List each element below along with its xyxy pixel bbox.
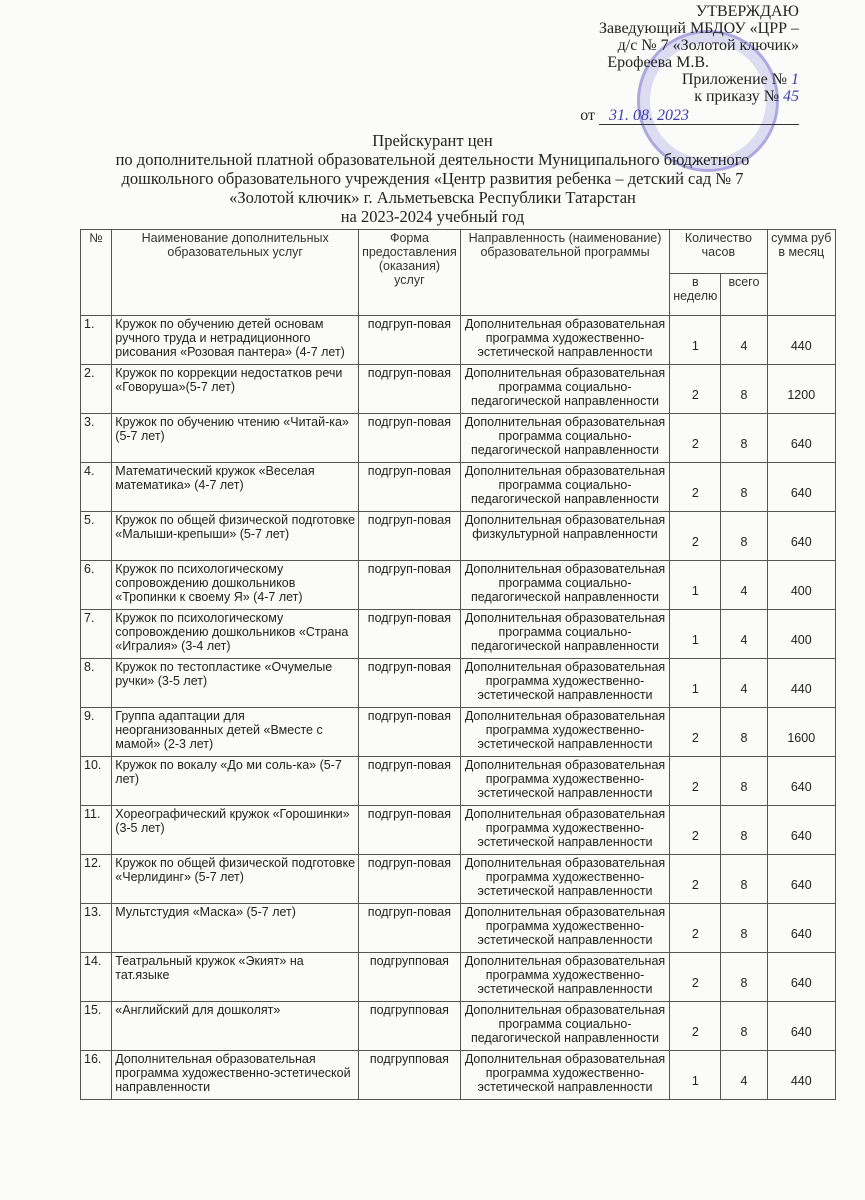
monthly-price: 1200 [767,365,835,414]
hours-per-week: 2 [670,463,721,512]
hours-total: 8 [721,365,767,414]
hours-total: 8 [721,414,767,463]
service-form: подгруп-повая [359,365,461,414]
row-number: 13. [81,904,112,953]
header-num: № [81,230,112,316]
approval-block [580,3,799,125]
row-number: 2. [81,365,112,414]
row-number: 15. [81,1002,112,1051]
hours-total: 4 [721,561,767,610]
service-name: Кружок по тестопластике «Очумелые ручки» (3-5 лет) [112,659,359,708]
service-form: подгруп-повая [359,414,461,463]
hours-per-week: 2 [670,365,721,414]
monthly-price: 640 [767,953,835,1002]
service-name: Кружок по обучению чтению «Читай-ка» (5-7 лет) [112,414,359,463]
appendix-number: 1 [791,71,799,88]
service-name: Кружок по обучению детей основам ручного труда и нетрадиционного рисования «Розовая пантера» (4-7 лет) [112,316,359,365]
service-form: подгруп-повая [359,757,461,806]
table-row [81,512,836,561]
service-form: подгруп-повая [359,659,461,708]
appendix-line [580,71,799,88]
service-name: Кружок по вокалу «До ми соль-ка» (5-7 лет) [112,757,359,806]
approval-date: 31. 08. 2023 [599,107,799,125]
monthly-price: 1600 [767,708,835,757]
table-row [81,855,836,904]
table-row [81,561,836,610]
hours-per-week: 2 [670,757,721,806]
service-name: Группа адаптации для неорганизованных детей «Вместе с мамой» (2-3 лет) [112,708,359,757]
table-row [81,806,836,855]
approval-org: д/с № 7 «Золотой ключик» [617,37,799,54]
hours-per-week: 2 [670,512,721,561]
service-name: Кружок по психологическому сопровождению дошкольников «Страна «Игралия» (3-4 лет) [112,610,359,659]
header-week: в неделю [670,274,721,316]
hours-per-week: 2 [670,855,721,904]
program-direction: Дополнительная образовательная программа социально-педагогической направленности [460,414,670,463]
service-name: Мультстудия «Маска» (5-7 лет) [112,904,359,953]
service-form: подгруп-повая [359,855,461,904]
hours-total: 8 [721,904,767,953]
row-number: 14. [81,953,112,1002]
header-form: Форма предоставления (оказания) услуг [359,230,461,316]
title-line: дошкольного образовательного учреждения «Центр развития ребенка – детский сад № 7 [121,169,744,188]
hours-per-week: 1 [670,1051,721,1100]
order-line [580,88,799,105]
service-form: подгруп-повая [359,708,461,757]
price-table [80,229,836,1100]
row-number: 16. [81,1051,112,1100]
title-line: Прейскурант цен [372,131,493,150]
program-direction: Дополнительная образовательная программа художественно-эстетической направленности [460,708,670,757]
hours-total: 4 [721,316,767,365]
program-direction: Дополнительная образовательная программа художественно-эстетической направленности [460,953,670,1002]
hours-total: 8 [721,855,767,904]
row-number: 12. [81,855,112,904]
table-row [81,953,836,1002]
monthly-price: 640 [767,904,835,953]
service-name: Театральный кружок «Экият» на тат.языке [112,953,359,1002]
hours-per-week: 2 [670,953,721,1002]
row-number: 3. [81,414,112,463]
document-title [0,131,865,226]
monthly-price: 440 [767,316,835,365]
program-direction: Дополнительная образовательная программа социально-педагогической направленности [460,1002,670,1051]
hours-total: 4 [721,1051,767,1100]
hours-per-week: 1 [670,316,721,365]
service-form: подгруп-повая [359,512,461,561]
program-direction: Дополнительная образовательная программа художественно-эстетической направленности [460,855,670,904]
table-row [81,463,836,512]
table-row [81,610,836,659]
service-name: Кружок по психологическому сопровождению дошкольников «Тропинки к своему Я» (4-7 лет) [112,561,359,610]
title-line: на 2023-2024 учебный год [340,207,525,226]
program-direction: Дополнительная образовательная программа художественно-эстетической направленности [460,1051,670,1100]
service-name: Кружок по коррекции недостатков речи «Говоруша»(5-7 лет) [112,365,359,414]
program-direction: Дополнительная образовательная программа социально-педагогической направленности [460,561,670,610]
service-form: подгрупповая [359,953,461,1002]
monthly-price: 400 [767,561,835,610]
header-hours: Количество часов [670,230,767,274]
monthly-price: 640 [767,414,835,463]
row-number: 11. [81,806,112,855]
service-name: «Английский для дошколят» [112,1002,359,1051]
service-form: подгруп-повая [359,561,461,610]
header-sum: сумма руб в месяц [767,230,835,316]
header-name: Наименование дополнительных образовательных услуг [112,230,359,316]
approval-signer: Ерофеева М.В. [607,54,709,71]
program-direction: Дополнительная образовательная программа художественно-эстетической направленности [460,757,670,806]
hours-per-week: 2 [670,806,721,855]
monthly-price: 640 [767,855,835,904]
row-number: 9. [81,708,112,757]
table-row [81,757,836,806]
service-form: подгруп-повая [359,316,461,365]
hours-total: 8 [721,757,767,806]
service-form: подгрупповая [359,1051,461,1100]
program-direction: Дополнительная образовательная физкультурной направленности [460,512,670,561]
order-label: к приказу № [694,88,779,105]
program-direction: Дополнительная образовательная программа художественно-эстетической направленности [460,316,670,365]
service-name: Математический кружок «Веселая математика» (4-7 лет) [112,463,359,512]
service-name: Дополнительная образовательная программа художественно-эстетической направленности [112,1051,359,1100]
hours-total: 8 [721,708,767,757]
row-number: 6. [81,561,112,610]
date-label: от [580,107,595,124]
row-number: 1. [81,316,112,365]
service-form: подгрупповая [359,1002,461,1051]
table-row [81,1002,836,1051]
program-direction: Дополнительная образовательная программа художественно-эстетической направленности [460,806,670,855]
monthly-price: 440 [767,1051,835,1100]
monthly-price: 640 [767,1002,835,1051]
hours-per-week: 1 [670,659,721,708]
hours-total: 8 [721,953,767,1002]
hours-total: 4 [721,659,767,708]
table-row [81,904,836,953]
date-line [580,107,799,125]
header-total: всего [721,274,767,316]
table-row [81,316,836,365]
appendix-label: Приложение № [681,71,787,88]
table-row [81,1051,836,1100]
service-form: подгруп-повая [359,806,461,855]
hours-total: 8 [721,512,767,561]
approval-heading: УТВЕРЖДАЮ [695,3,799,20]
hours-per-week: 2 [670,708,721,757]
row-number: 5. [81,512,112,561]
monthly-price: 640 [767,806,835,855]
service-form: подгруп-повая [359,904,461,953]
table-row [81,659,836,708]
program-direction: Дополнительная образовательная программа художественно-эстетической направленности [460,659,670,708]
table-row [81,414,836,463]
hours-per-week: 2 [670,1002,721,1051]
table-row [81,708,836,757]
monthly-price: 640 [767,757,835,806]
hours-total: 8 [721,806,767,855]
row-number: 7. [81,610,112,659]
monthly-price: 640 [767,512,835,561]
monthly-price: 640 [767,463,835,512]
monthly-price: 400 [767,610,835,659]
row-number: 10. [81,757,112,806]
header-direction: Направленность (наименование) образовательной программы [460,230,670,316]
monthly-price: 440 [767,659,835,708]
service-form: подгруп-повая [359,610,461,659]
program-direction: Дополнительная образовательная программа социально-педагогической направленности [460,365,670,414]
hours-per-week: 2 [670,414,721,463]
hours-per-week: 2 [670,904,721,953]
program-direction: Дополнительная образовательная программа социально-педагогической направленности [460,463,670,512]
service-form: подгруп-повая [359,463,461,512]
program-direction: Дополнительная образовательная программа социально-педагогической направленности [460,610,670,659]
approval-position: Заведующий МБДОУ «ЦРР – [598,20,799,37]
hours-total: 8 [721,463,767,512]
hours-per-week: 1 [670,561,721,610]
title-line: «Золотой ключик» г. Альметьевска Республики Татарстан [229,188,636,207]
row-number: 4. [81,463,112,512]
row-number: 8. [81,659,112,708]
service-name: Кружок по общей физической подготовке «Черлидинг» (5-7 лет) [112,855,359,904]
title-line: по дополнительной платной образовательной деятельности Муниципального бюджетного [115,150,750,169]
service-name: Кружок по общей физической подготовке «Малыши-крепыши» (5-7 лет) [112,512,359,561]
hours-total: 8 [721,1002,767,1051]
order-number: 45 [783,88,799,105]
service-name: Хореографический кружок «Горошинки» (3-5 лет) [112,806,359,855]
program-direction: Дополнительная образовательная программа художественно-эстетической направленности [460,904,670,953]
hours-total: 4 [721,610,767,659]
table-row [81,365,836,414]
hours-per-week: 1 [670,610,721,659]
